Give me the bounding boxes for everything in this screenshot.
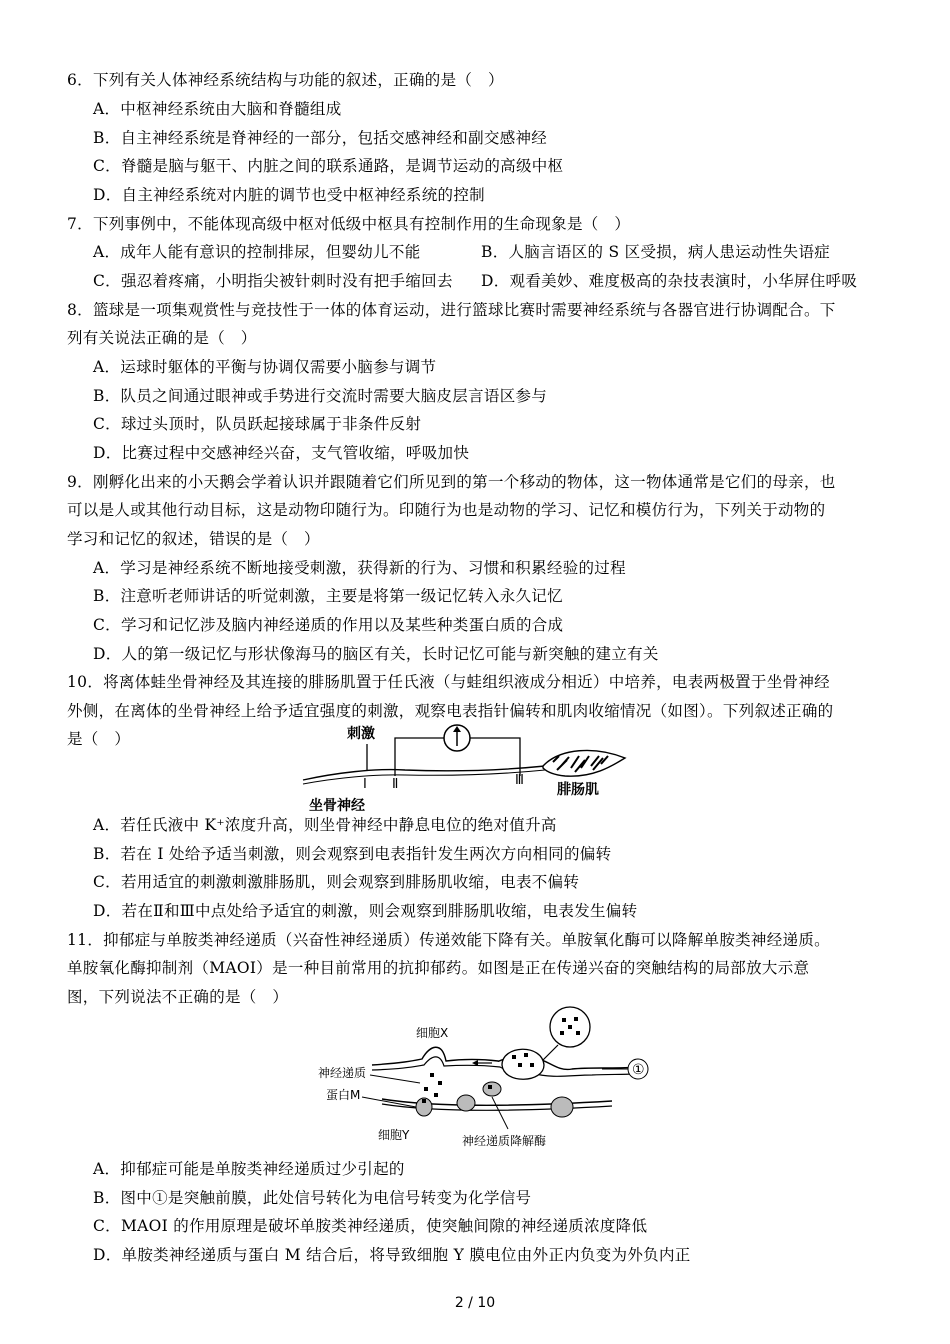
q10-stem-line2: 外侧，在离体的坐骨神经上给予适宜强度的刺激，观察电表指针偏转和肌肉收缩情况（如图）。下列叙述正确的 bbox=[67, 702, 834, 720]
q10-option-a: A．若任氏液中 K⁺浓度升高，则坐骨神经中静息电位的绝对值升高 bbox=[93, 816, 557, 834]
q9-stem-line2: 可以是人或其他行动目标，这是动物印随行为。印随行为也是动物的学习、记忆和模仿行为，下列关于动物的 bbox=[67, 501, 826, 519]
released-transmitters bbox=[424, 1073, 442, 1097]
q11-stem-line1: 11．抑郁症与单胺类神经递质（兴奋性神经递质）传递效能下降有关。单胺氧化酶可以降解单胺类神经递质。 bbox=[67, 931, 830, 949]
q7-stem: 7．下列事例中，不能体现高级中枢对低级中枢具有控制作用的生命现象是（ ） bbox=[67, 215, 631, 233]
q7-option-a: A．成年人能有意识的控制排尿，但婴幼儿不能 bbox=[93, 243, 421, 261]
q9-option-d: D．人的第一级记忆与形状像海马的脑区有关，长时记忆可能与新突触的建立有关 bbox=[93, 645, 659, 663]
nerve-muscle-diagram bbox=[295, 718, 645, 818]
point-3-label: Ⅲ bbox=[515, 773, 524, 788]
q10-stem-line1: 10．将离体蛙坐骨神经及其连接的腓肠肌置于任氏液（与蛙组织液成分相近）中培养，电表两极置于坐骨神经 bbox=[67, 673, 830, 691]
q11-option-d: D．单胺类神经递质与蛋白 M 结合后，将导致细胞 Y 膜电位由外正内负变为外负内正 bbox=[93, 1246, 691, 1264]
q10-option-c: C．若用适宜的刺激刺激腓肠肌，则会观察到腓肠肌收缩，电表不偏转 bbox=[93, 873, 580, 891]
q10-option-d: D．若在Ⅱ和Ⅲ中点处给予适宜的刺激，则会观察到腓肠肌收缩，电表发生偏转 bbox=[93, 902, 638, 920]
q6-option-a: A．中枢神经系统由大脑和脊髓组成 bbox=[93, 100, 342, 118]
q11-option-b: B．图中①是突触前膜，此处信号转化为电信号转变为化学信号 bbox=[93, 1189, 532, 1207]
q10-stem-line3: 是（ ） bbox=[67, 730, 131, 748]
enzyme-1 bbox=[457, 1095, 475, 1111]
q10-option-b: B．若在 I 处给予适当刺激，则会观察到电表指针发生两次方向相同的偏转 bbox=[93, 845, 612, 863]
enzyme-leader bbox=[492, 1097, 508, 1129]
cell-x-label: 细胞X bbox=[416, 1026, 449, 1040]
q8-option-a: A．运球时躯体的平衡与协调仅需要小脑参与调节 bbox=[93, 358, 437, 376]
q6-option-c: C．脊髓是脑与躯干、内脏之间的联系通路，是调节运动的高级中枢 bbox=[93, 157, 564, 175]
q8-option-b: B．队员之间通过眼神或手势进行交流时需要大脑皮层言语区参与 bbox=[93, 387, 548, 405]
enzyme-label: 神经递质降解酶 bbox=[462, 1134, 547, 1148]
q6-stem: 6．下列有关人体神经系统结构与功能的叙述，正确的是（ ） bbox=[67, 71, 504, 89]
q9-option-b: B．注意听老师讲话的听觉刺激，主要是将第一级记忆转入永久记忆 bbox=[93, 587, 563, 605]
q6-option-d: D．自主神经系统对内脏的调节也受中枢神经系统的控制 bbox=[93, 186, 485, 204]
muscle-label: 腓肠肌 bbox=[557, 782, 599, 798]
sciatic-nerve-lower bbox=[303, 770, 545, 784]
q9-stem-line1: 9．刚孵化出来的小天鹅会学着认识并跟随着它们所见到的第一个移动的物体，这一物体通常是它们的母亲，也 bbox=[67, 473, 836, 491]
q9-option-c: C．学习和记忆涉及脑内神经递质的作用以及某些种类蛋白质的合成 bbox=[93, 616, 564, 634]
synaptic-vesicle bbox=[502, 1049, 544, 1079]
q11-option-a: A．抑郁症可能是单胺类神经递质过少引起的 bbox=[93, 1160, 405, 1178]
transmitter-leader bbox=[370, 1075, 420, 1083]
marker-label: ① bbox=[632, 1062, 645, 1078]
synapse-diagram bbox=[312, 1003, 672, 1153]
protein-m-label: 蛋白M bbox=[326, 1088, 361, 1102]
point-1-label: I bbox=[363, 777, 367, 792]
q6-option-b: B．自主神经系统是脊神经的一部分，包括交感神经和副交感神经 bbox=[93, 129, 548, 147]
enzyme-substrate bbox=[488, 1085, 492, 1089]
q7-option-b: B．人脑言语区的 S 区受损，病人患运动性失语症 bbox=[481, 243, 831, 261]
cell-y-label: 细胞Y bbox=[378, 1128, 410, 1142]
stimulus-label: 刺激 bbox=[347, 726, 375, 742]
q11-option-c: C．MAOI 的作用原理是破坏单胺类神经递质，使突触间隙的神经递质浓度降低 bbox=[93, 1217, 648, 1235]
q8-option-c: C．球过头顶时，队员跃起接球属于非条件反射 bbox=[93, 415, 422, 433]
sciatic-label: 坐骨神经 bbox=[309, 798, 365, 814]
q11-stem-line3: 图，下列说法不正确的是（ ） bbox=[67, 988, 289, 1006]
q8-stem-line1: 8．篮球是一项集观赏性与竞技性于一体的体育运动，进行篮球比赛时需要神经系统与各器官进行协调配合。下 bbox=[67, 301, 836, 319]
q9-option-a: A．学习是神经系统不断地接受刺激，获得新的行为、习惯和积累经验的过程 bbox=[93, 559, 626, 577]
transmitter-label: 神经递质 bbox=[318, 1066, 367, 1080]
point-2-label: Ⅱ bbox=[392, 777, 399, 792]
page-number: 2 / 10 bbox=[454, 1295, 496, 1311]
q8-option-d: D．比赛过程中交感神经兴奋，支气管收缩，呼吸加快 bbox=[93, 444, 470, 462]
q11-stem-line2: 单胺氧化酶抑制剂（MAOI）是一种目前常用的抗抑郁药。如图是正在传递兴奋的突触结构的局部放大示意 bbox=[67, 959, 810, 977]
q7-option-c: C．强忍着疼痛，小明指尖被针刺时没有把手缩回去 bbox=[93, 272, 453, 290]
q8-stem-line2: 列有关说法正确的是（ ） bbox=[67, 329, 257, 347]
bound-transmitter bbox=[422, 1099, 426, 1103]
q7-option-d: D．观看美妙、难度极高的杂技表演时，小华屏住呼吸 bbox=[481, 272, 858, 290]
q9-stem-line3: 学习和记忆的叙述，错误的是（ ） bbox=[67, 530, 320, 548]
enzyme-3 bbox=[551, 1097, 573, 1117]
